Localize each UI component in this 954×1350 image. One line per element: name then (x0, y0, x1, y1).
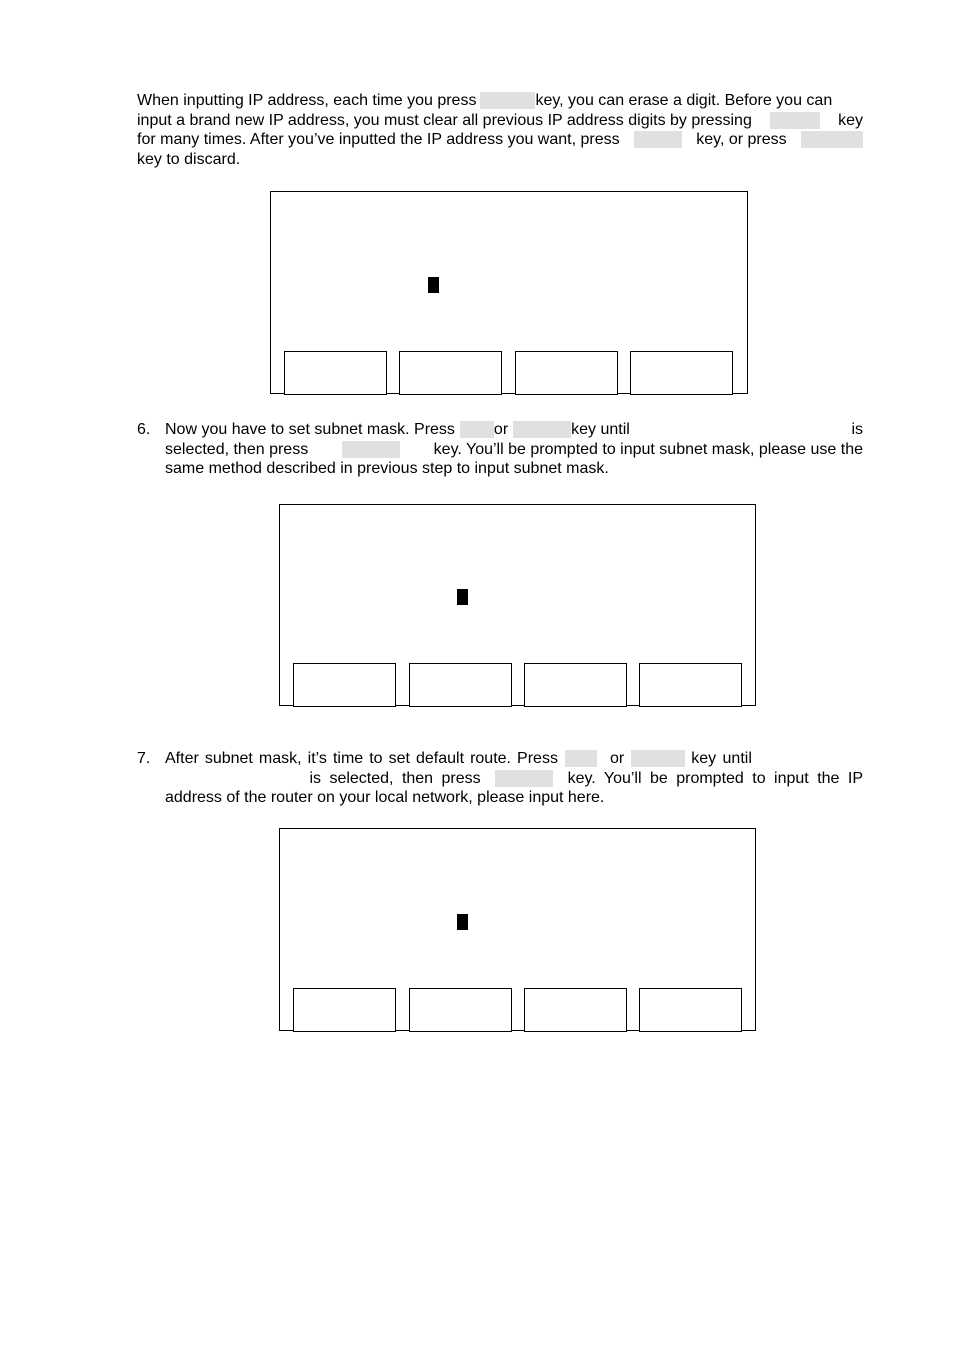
soft-key-3 (524, 988, 627, 1032)
soft-key-2 (399, 351, 502, 395)
step-number: 6. (137, 421, 151, 438)
step7-text: key. You’ll be prompted to input the IP (567, 769, 863, 787)
key-placeholder (631, 750, 685, 767)
soft-key-4 (639, 663, 742, 707)
step6-text: same method described in previous step to input subnet mask. (165, 460, 609, 477)
step6-text: selected, then press (165, 440, 309, 458)
key-placeholder (495, 770, 553, 787)
step7-text: or (609, 750, 625, 767)
key-placeholder (460, 421, 494, 438)
soft-key-4 (630, 351, 733, 395)
step7-text: key until (691, 750, 752, 767)
soft-key-2 (409, 663, 512, 707)
step6-text: or (493, 421, 509, 438)
intro-text: key to discard. (137, 150, 241, 168)
key-placeholder (770, 112, 820, 129)
step6-text: key until (571, 421, 630, 438)
intro-text: input a brand new IP address, you must clear all previous IP address digits by pressing (137, 111, 752, 129)
soft-key-1 (293, 988, 396, 1032)
lcd-screen (270, 191, 748, 394)
soft-key-4 (639, 988, 742, 1032)
step6-text: is (851, 421, 863, 438)
step6-paragraph (165, 420, 863, 479)
lcd-screen (279, 828, 756, 1031)
step7-text: After subnet mask, it’s time to set default route. Press (165, 750, 558, 767)
key-placeholder (565, 750, 597, 767)
intro-text: for many times. After you’ve inputted the IP address you want, press (137, 131, 620, 148)
key-placeholder (480, 92, 535, 109)
step7-text: address of the router on your local network, please input here. (165, 789, 605, 806)
intro-text: key (838, 111, 863, 129)
text-cursor (428, 277, 439, 293)
intro-text: When inputting IP address, each time you press (137, 92, 477, 109)
text-cursor (457, 589, 468, 605)
step-number: 7. (137, 750, 151, 767)
step6-text: key. You’ll be prompted to input subnet mask, please use the (433, 440, 863, 458)
soft-key-1 (293, 663, 396, 707)
soft-key-3 (524, 663, 627, 707)
intro-text: key, or press (696, 131, 787, 148)
step7-paragraph (165, 749, 863, 808)
step7-text: is selected, then press (309, 769, 481, 787)
key-placeholder (342, 441, 400, 458)
key-placeholder (634, 131, 682, 148)
intro-text: key, you can erase a digit. Before you can (535, 92, 833, 109)
soft-key-3 (515, 351, 618, 395)
key-placeholder (513, 421, 571, 438)
step6-text: Now you have to set subnet mask. Press (165, 421, 455, 438)
intro-paragraph (137, 91, 863, 169)
lcd-screen (279, 504, 756, 706)
soft-key-2 (409, 988, 512, 1032)
key-placeholder (801, 131, 863, 148)
text-cursor (457, 914, 468, 930)
soft-key-1 (284, 351, 387, 395)
